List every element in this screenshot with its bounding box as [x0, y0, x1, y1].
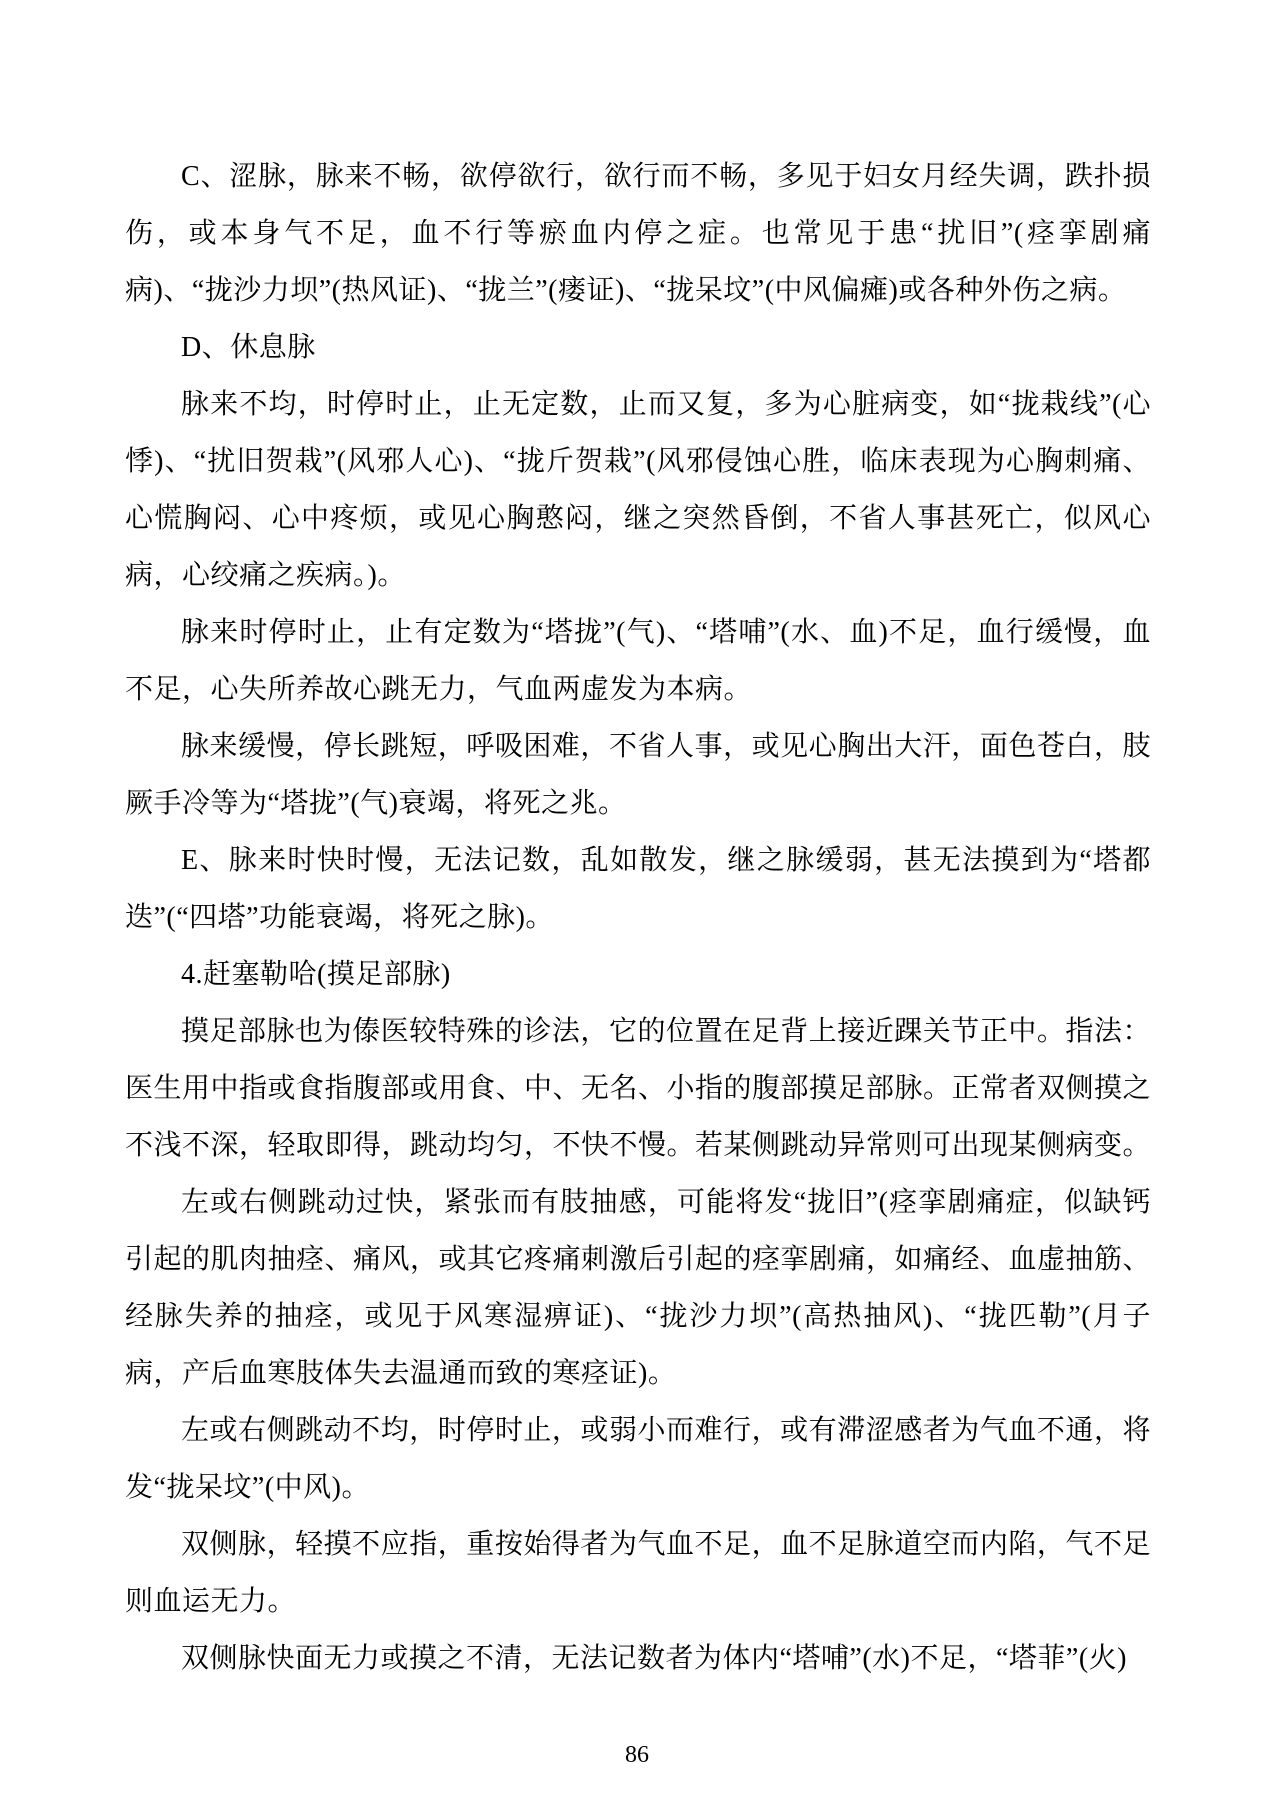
page-number: 86	[625, 1742, 649, 1768]
paragraph: 4.赶塞勒哈(摸足部脉)	[181, 959, 451, 990]
paragraph: E、脉来时快时慢，无法记数，乱如散发，继之脉缓弱，甚无法摸到为“塔都迭”(“四塔”功能衰竭，将死之脉)。	[125, 845, 1151, 933]
document-body	[125, 148, 1151, 1687]
paragraph: 双侧脉快面无力或摸之不清，无法记数者为体内“塔哺”(水)不足，“塔菲”(火)	[181, 1643, 1128, 1674]
paragraph: 脉来不均，时停时止，止无定数，止而又复，多为心脏病变，如“拢栽线”(心悸)、“扰旧贺栽”(风邪人心)、“拢斤贺栽”(风邪侵蚀心胜，临床表现为心胸刺痛、心慌胸闷、心中疼烦，或见心胸憨闷，继之突然昏倒，不省人事甚死亡，似风心病，心绞痛之疾病。)。	[125, 389, 1151, 591]
paragraph: C、涩脉，脉来不畅，欲停欲行，欲行而不畅，多见于妇女月经失调，跌扑损伤，或本身气不足，血不行等瘀血内停之症。也常见于患“扰旧”(痉挛剧痛病)、“拢沙力坝”(热风证)、“拢兰”(瘘证)、“拢呆坟”(中风偏瘫)或各种外伤之病。	[125, 161, 1151, 306]
paragraph: 脉来缓慢，停长跳短，呼吸困难，不省人事，或见心胸出大汗，面色苍白，肢厥手冷等为“塔拢”(气)衰竭，将死之兆。	[125, 731, 1151, 819]
paragraph: 摸足部脉也为傣医较特殊的诊法，它的位置在足背上接近踝关节正中。指法：医生用中指或食指腹部或用食、中、无名、小指的腹部摸足部脉。正常者双侧摸之不浅不深，轻取即得，跳动均匀，不快不慢。若某侧跳动异常则可出现某侧病变。	[125, 1016, 1152, 1161]
paragraph: 左或右侧跳动不均，时停时止，或弱小而难行，或有滞涩感者为气血不通，将发“拢呆坟”(中风)。	[125, 1415, 1151, 1503]
paragraph: 左或右侧跳动过快，紧张而有肢抽感，可能将发“拢旧”(痉挛剧痛症，似缺钙引起的肌肉抽痉、痛风，或其它疼痛刺激后引起的痉挛剧痛，如痛经、血虚抽筋、经脉失养的抽痉，或见于风寒湿痹证)、“拢沙力坝”(高热抽风)、“拢匹勒”(月子病，产后血寒肢体失去温通而致的寒痉证)。	[125, 1187, 1152, 1389]
paragraph: 双侧脉，轻摸不应指，重按始得者为气血不足，血不足脉道空而内陷，气不足则血运无力。	[125, 1529, 1151, 1617]
paragraph: D、休息脉	[181, 332, 316, 363]
paragraph: 脉来时停时止，止有定数为“塔拢”(气)、“塔哺”(水、血)不足，血行缓慢，血不足，心失所养故心跳无力，气血两虚发为本病。	[125, 617, 1151, 705]
